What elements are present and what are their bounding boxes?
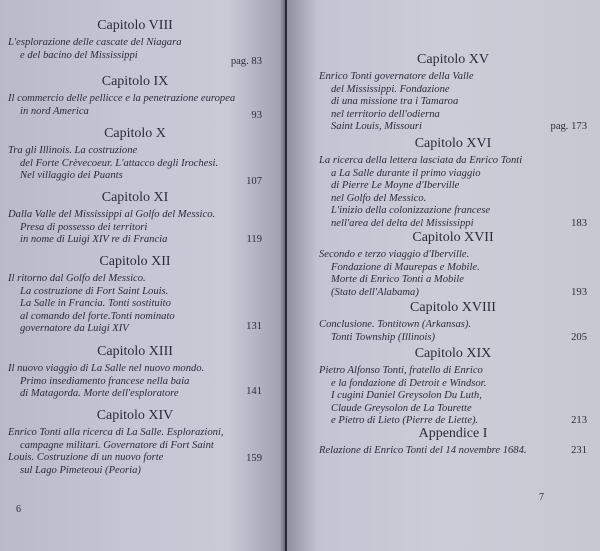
entry-line: governatore da Luigi XIV (20, 323, 129, 334)
entry-line: in nome di Luigi XIV re di Francia (20, 234, 168, 245)
chapter-entry (319, 249, 587, 299)
entry-line: Tonti Township (Illinois) (331, 331, 436, 343)
entry-line: e Pietro di Lieto (Pierre de Liette). (331, 415, 479, 426)
chapter-entry (319, 445, 587, 458)
chapter-entry (8, 273, 262, 336)
entry-line: Secondo e terzo viaggio d'Iberville. (319, 249, 470, 260)
chapter-heading: Capitolo XVII (412, 230, 494, 245)
chapter-entry (8, 427, 262, 477)
entry-line: Tra gli Illinois. La costruzione (8, 145, 138, 156)
entry-line: del Mississippi. Fondazione (331, 83, 450, 95)
entry-line: Relazione di Enrico Tonti del 14 novembre 1684. (319, 445, 527, 456)
chapter-heading: Capitolo X (104, 126, 166, 141)
entry-line: L'inizio della colonizzazione francese (331, 205, 491, 216)
chapter-entry (319, 365, 587, 428)
chapter-heading: Capitolo XVI (414, 136, 492, 151)
chapter-heading: Capitolo XVIII (410, 300, 496, 315)
chapter-entry (8, 37, 262, 67)
page-number: 119 (246, 234, 262, 245)
chapter-heading: Capitolo XII (99, 254, 171, 269)
entry-line: Enrico Tonti governatore della Valle (319, 71, 474, 82)
entry-line: Dalla Valle del Mississippi al Golfo del Messico. (8, 209, 216, 220)
entry-line: Saint Louis, Missouri (331, 121, 422, 132)
entry-line: nel Golfo del Messico. (331, 192, 427, 204)
entry-line: di Pierre Le Moyne d'Iberville (331, 180, 460, 191)
entry-line: Morte di Enrico Tonti a Mobile (331, 274, 464, 285)
entry-line: Presa di possesso dei territori (20, 221, 148, 233)
right-page (287, 0, 600, 551)
entry-line: (Stato dell'Alabama) (331, 286, 419, 298)
chapter-heading: Capitolo VIII (97, 18, 173, 33)
left-page (0, 0, 285, 551)
entry-line: e la fondazione di Detroit e Windsor. (331, 377, 487, 389)
toc-chapter (8, 190, 262, 247)
entry-line: al comando del forte.Tonti nominato (20, 310, 175, 322)
page-number: 213 (571, 415, 587, 426)
chapter-heading: Capitolo XIV (96, 408, 174, 423)
chapter-heading: Capitolo XI (101, 190, 169, 205)
page-number: 107 (246, 176, 262, 187)
page-folio: 6 (16, 504, 21, 515)
entry-line: Enrico Tonti alla ricerca di La Salle. Esplorazioni, (8, 427, 224, 438)
page-number: 231 (571, 445, 587, 456)
page-folio: 7 (539, 492, 544, 503)
entry-line: La Salle in Francia. Tonti sostituito (20, 298, 171, 309)
entry-line: a La Salle durante il primo viaggio (331, 167, 481, 179)
toc-chapter (8, 254, 262, 336)
toc-chapter (319, 230, 587, 299)
chapter-heading: Capitolo IX (101, 74, 169, 89)
chapter-entry (319, 319, 587, 344)
entry-line: Conclusione. Tontitown (Arkansas). (319, 319, 472, 330)
page-number: 183 (571, 217, 587, 229)
entry-line: di Matagorda. Morte dell'esploratore (20, 388, 179, 399)
toc-chapter (8, 344, 262, 401)
entry-line: Primo insediamento francese nella baia (20, 375, 190, 387)
toc-chapter (8, 18, 262, 67)
entry-line: Louis. Costruzione di un nuovo forte (8, 452, 164, 463)
toc-chapter (8, 126, 262, 187)
page-number: 193 (571, 286, 587, 298)
toc-chapter (319, 426, 587, 458)
entry-line: Il nuovo viaggio di La Salle nel nuovo mondo. (8, 363, 205, 374)
entry-line: Nel villaggio dei Puants (20, 170, 123, 181)
chapter-entry (8, 209, 262, 247)
entry-line: L'esplorazione delle cascate del Niagara (8, 37, 182, 48)
chapter-entry (8, 145, 262, 187)
entry-line: Il commercio delle pellicce e la penetrazione europea (8, 93, 236, 104)
chapter-heading: Appendice I (418, 426, 488, 441)
page-number: 159 (246, 452, 262, 464)
entry-line: nel territorio dell'odierna (331, 108, 440, 120)
toc-chapter (319, 300, 587, 344)
chapter-entry (319, 155, 587, 230)
entry-line: sul Lago Pimeteoui (Peoria) (20, 464, 141, 476)
page-number: pag. 83 (230, 55, 262, 67)
entry-line: Fondazione di Maurepas e Mobile. (331, 261, 480, 273)
entry-line: Il ritorno dal Golfo del Messico. (8, 273, 146, 284)
entry-line: La costruzione di Fort Saint Louis. (20, 285, 169, 297)
entry-line: del Forte Crèvecoeur. L'attacco degli Irochesi. (20, 157, 219, 169)
chapter-heading: Capitolo XIII (97, 344, 173, 359)
page-number: 93 (251, 109, 262, 121)
entry-line: I cugini Daniel Greysolon Du Luth, (331, 390, 482, 401)
chapter-entry (8, 93, 262, 121)
page-number: 131 (246, 321, 262, 332)
page-number: 141 (246, 386, 262, 397)
toc-chapter (8, 408, 262, 477)
toc-chapter (319, 346, 587, 428)
chapter-entry (319, 71, 587, 134)
entry-line: in nord America (20, 105, 89, 117)
page-number: pag. 173 (550, 121, 587, 132)
page-number: 205 (571, 331, 587, 343)
entry-line: campagne militari. Governatore di Fort Saint (20, 439, 214, 451)
toc-chapter (8, 74, 262, 121)
entry-line: Claude Greysolon de La Tourette (331, 402, 472, 414)
chapter-heading: Capitolo XV (417, 52, 489, 67)
chapter-entry (8, 363, 262, 401)
entry-line: nell'area del delta del Mississippi (331, 217, 474, 229)
entry-line: e del bacino del Mississippi (20, 49, 138, 61)
toc-chapter (319, 52, 587, 134)
entry-line: di una missione tra i Tamaroa (331, 96, 459, 107)
entry-line: Pietro Alfonso Tonti, fratello di Enrico (319, 365, 483, 376)
chapter-heading: Capitolo XIX (414, 346, 492, 361)
entry-line: La ricerca della lettera lasciata da Enrico Tonti (319, 155, 523, 166)
toc-chapter (319, 136, 587, 230)
